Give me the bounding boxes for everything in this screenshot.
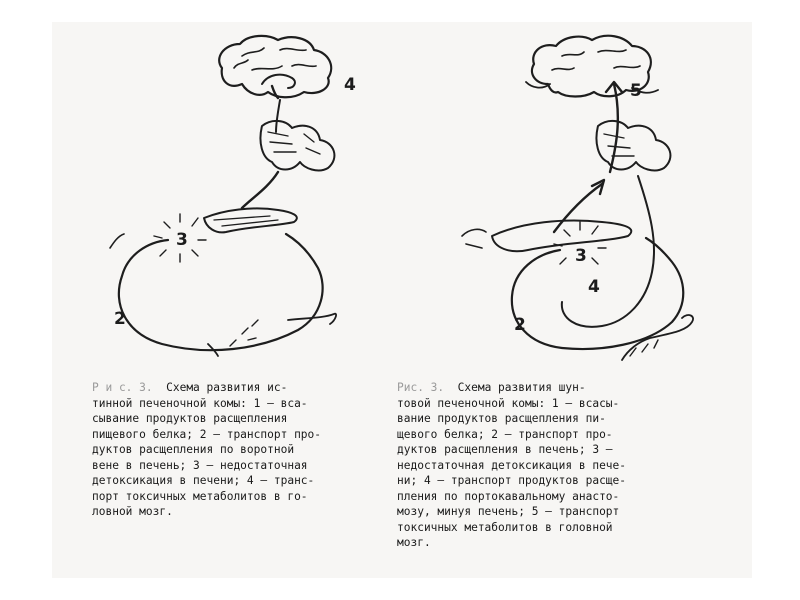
left-caption-line-1: Р и с. 3. Схема развития ис-: [92, 381, 288, 394]
left-diagram: [92, 22, 392, 367]
right-caption-line-2: товой печеночной комы: 1 — всасы-: [397, 396, 620, 410]
left-caption-line-4: пищевого белка; 2 — транспорт про-: [92, 427, 322, 441]
left-heart-drawing: [260, 100, 334, 170]
right-caption-line-10: токсичных метаболитов в головной: [397, 520, 613, 534]
right-diagram: [442, 22, 742, 367]
right-caption-line-11: мозг.: [397, 536, 431, 549]
left-caption: [92, 380, 392, 520]
right-intestine-loop: [512, 176, 693, 360]
left-caption-line-6: вене в печень; 3 — недостаточная: [92, 458, 308, 472]
left-caption-line-5: дуктов расщепления по воротной: [92, 443, 295, 456]
left-label-2: 2: [114, 309, 126, 329]
right-label-5: 5: [630, 81, 642, 101]
left-caption-line-7: детоксикация в печени; 4 — транс-: [92, 474, 315, 487]
right-liver-drawing: [462, 221, 631, 252]
left-caption-line-3: сывание продуктов расщепления: [92, 412, 288, 425]
right-caption-line-8: пления по портокавальному анасто-: [397, 489, 620, 503]
left-caption-line-9: ловной мозг.: [92, 505, 173, 518]
right-caption-line-6: недостаточная детоксикация в пече-: [397, 458, 627, 472]
right-caption: [397, 380, 717, 551]
left-caption-line-8: порт токсичных метаболитов в го-: [92, 489, 308, 503]
left-liver-drawing: [204, 208, 297, 232]
right-arrow-liver-to-brain: [554, 180, 604, 232]
left-caption-line-2: тинной печеночной комы: 1 — вса-: [92, 396, 308, 410]
right-heart-drawing: [596, 121, 670, 171]
left-arrow-liver-to-brain: [242, 172, 278, 208]
right-label-3: 3: [575, 246, 587, 266]
right-label-4: 4: [588, 277, 600, 297]
right-caption-line-7: ни; 4 — транспорт продуктов расще-: [397, 474, 627, 487]
left-brain-drawing: [219, 36, 331, 98]
right-caption-line-5: дуктов расщепления в печень; 3 —: [397, 443, 613, 456]
right-caption-line-4: щевого белка; 2 — транспорт про-: [397, 427, 613, 441]
right-caption-line-9: мозу, минуя печень; 5 — транспорт: [397, 505, 620, 518]
right-caption-line-1: Рис. 3. Схема развития шун-: [397, 381, 586, 394]
left-label-4: 4: [344, 75, 356, 95]
left-caption-figure-label: Р и с. 3.: [92, 381, 153, 394]
right-caption-line-3: вание продуктов расщепления пи-: [397, 412, 606, 425]
left-intestine-loop: [110, 234, 336, 356]
right-caption-figure-label: Рис. 3.: [397, 381, 445, 394]
diagram-sheet: [52, 22, 752, 578]
right-label-2: 2: [514, 315, 526, 335]
left-label-3: 3: [176, 230, 188, 250]
